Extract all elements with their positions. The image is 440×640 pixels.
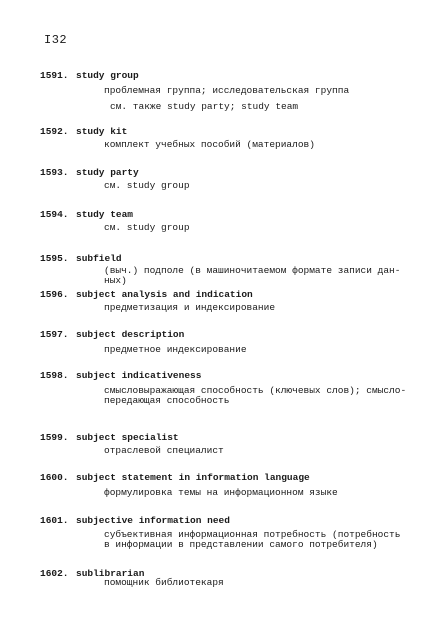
page-number: I32 — [44, 33, 68, 47]
entry-definition — [104, 303, 404, 313]
definition-line: в информации в представлении самого потребителя) — [104, 539, 378, 550]
entry-heading — [40, 370, 201, 381]
definition-line: см. также study party; study team — [110, 101, 299, 112]
entry-term: subject specialist — [76, 432, 179, 443]
entry-term: study party — [76, 167, 139, 178]
definition-line: ных) — [104, 275, 127, 286]
entry-number: 1593. — [40, 167, 69, 178]
entry-number: 1602. — [40, 568, 69, 579]
definition-line: проблемная группа; исследовательская группа — [104, 85, 350, 96]
definition-line: предметизация и индексирование — [104, 302, 276, 313]
entry-definition — [104, 488, 404, 498]
definition-line: см. study group — [104, 180, 190, 191]
definition-line: субъективная информационная потребность (потребность — [104, 529, 401, 540]
definition-line: смысловыражающая способность (ключевых слов); смысло- — [104, 385, 407, 396]
entry-definition — [104, 578, 404, 588]
entry-number: 1598. — [40, 370, 69, 381]
entry-number: 1591. — [40, 70, 69, 81]
entry-term: subject indicativeness — [76, 370, 202, 381]
entry-heading — [40, 209, 133, 220]
entry-heading — [40, 329, 184, 340]
entry-number: 1592. — [40, 126, 69, 137]
entry-term: study kit — [76, 126, 128, 137]
entry-definition — [104, 140, 404, 150]
entry-heading — [40, 70, 139, 81]
entry-heading — [40, 289, 253, 300]
definition-line: передающая способность — [104, 395, 230, 406]
entry-heading — [40, 167, 139, 178]
entry-definition — [104, 385, 407, 406]
entry-definition — [104, 181, 404, 191]
entry-number: 1599. — [40, 432, 69, 443]
entry-definition — [104, 446, 404, 456]
entry-definition — [104, 266, 404, 286]
entry-definition — [104, 345, 404, 355]
entry-heading — [40, 432, 179, 443]
definition-line: помощник библиотекаря — [104, 577, 224, 588]
entry-number: 1601. — [40, 515, 69, 526]
entry-term: subject analysis and indication — [76, 289, 253, 300]
entry-definition — [104, 223, 404, 233]
definition-line: предметное индексирование — [104, 344, 247, 355]
entry-heading — [40, 126, 127, 137]
definition-line: см. study group — [104, 222, 190, 233]
definition-line: формулировка темы на информационном языке — [104, 487, 338, 498]
entry-term: subject statement in information language — [76, 472, 310, 483]
entry-term: study group — [76, 70, 139, 81]
entry-heading — [40, 472, 310, 483]
entry-definition — [104, 86, 404, 112]
entry-definition — [104, 530, 404, 550]
entry-term: study team — [76, 209, 134, 220]
entry-number: 1595. — [40, 253, 69, 264]
definition-line: отраслевой специалист — [104, 445, 224, 456]
entry-term: sublibrarian — [76, 568, 145, 579]
entry-number: 1600. — [40, 472, 69, 483]
entry-number: 1597. — [40, 329, 69, 340]
entry-term: subfield — [76, 253, 122, 264]
definition-line: (выч.) подполе (в машиночитаемом формате записи дан- — [104, 265, 401, 276]
entry-term: subject description — [76, 329, 185, 340]
entry-heading — [40, 253, 122, 264]
entry-term: subjective information need — [76, 515, 230, 526]
entry-number: 1596. — [40, 289, 69, 300]
entry-heading — [40, 515, 230, 526]
entry-number: 1594. — [40, 209, 69, 220]
definition-line: комплект учебных пособий (материалов) — [104, 139, 315, 150]
